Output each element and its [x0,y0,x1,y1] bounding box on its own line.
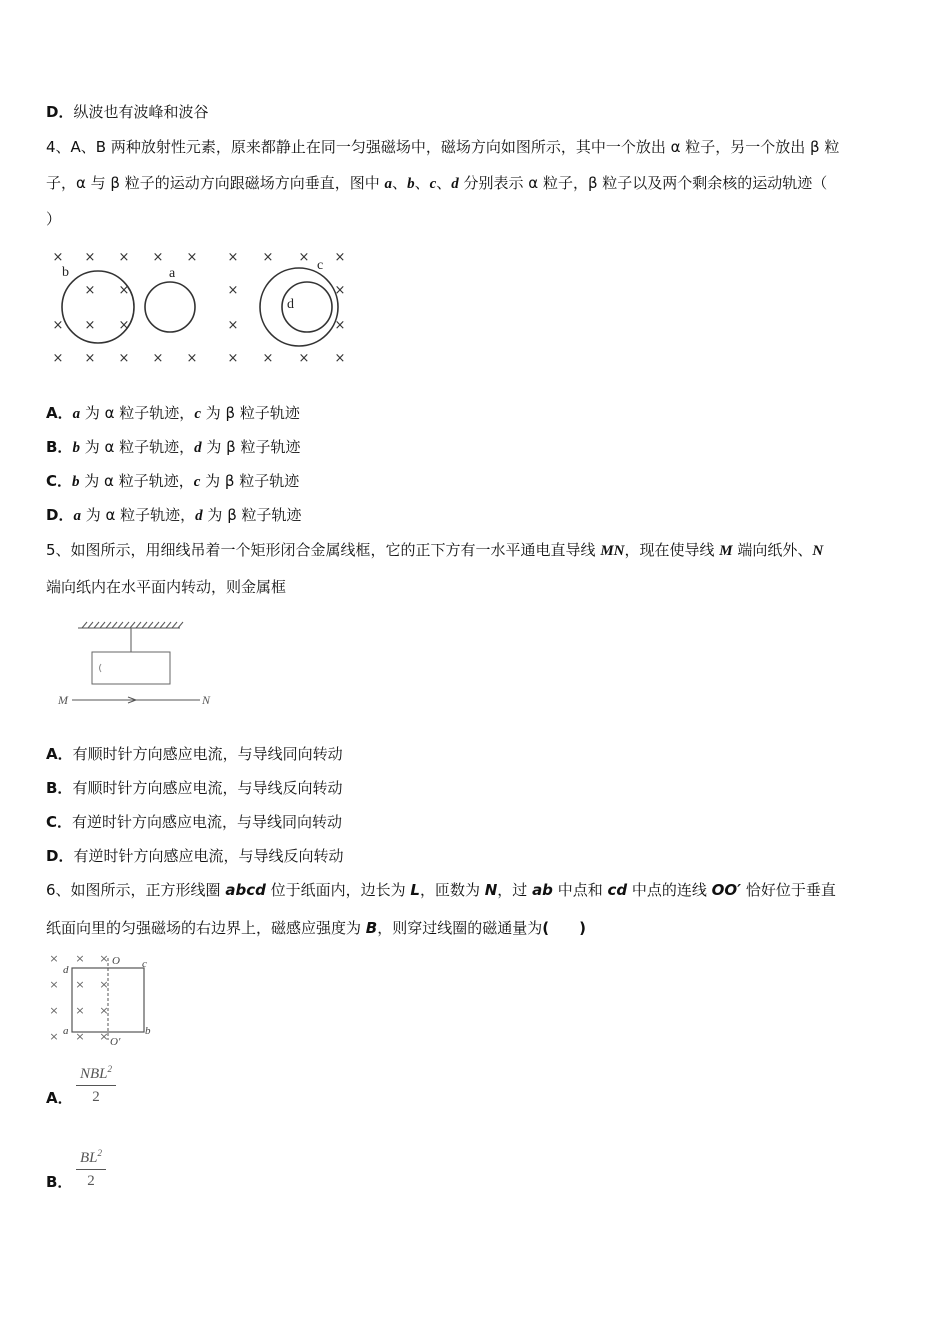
field-cross: × [227,318,239,333]
field-cross: × [118,283,130,298]
hatch-line [106,622,111,628]
q5-option-d[interactable]: D．有逆时针方向感应电流，与导线反向转动 [46,847,344,865]
q4-option-b[interactable]: B．b 为 α 粒子轨迹，d 为 β 粒子轨迹 [46,438,301,456]
q5-figure [56,620,216,712]
field-cross: × [99,952,109,965]
field-cross: × [334,250,346,265]
q5-stem-line1: 5、如图所示，用细线吊着一个矩形闭合金属线框，它的正下方有一水平通电直导线 MN，现在使导线 M 端向纸外、N [46,541,824,559]
label-b: b [62,265,69,280]
hatch-line [142,622,147,628]
field-cross: × [227,283,239,298]
field-cross: × [49,952,59,965]
q6-option-a-fraction: NBL$^2$ 2 [76,1064,116,1106]
field-cross: × [75,1004,85,1017]
field-cross: × [75,952,85,965]
hatch-line [178,622,183,628]
hatch-line [166,622,171,628]
var-mn: MN [600,543,625,559]
q6-figure [46,952,158,1048]
hatch-line [160,622,165,628]
q6-stem-line2: 纸面向里的匀强磁场的右边界上，磁感应强度为 B，则穿过线圈的磁通量为( ) [46,919,586,937]
field-cross: × [186,351,198,366]
ceiling-hatch [82,622,183,628]
var-n: N [484,881,498,899]
field-cross: × [186,250,198,265]
field-cross: × [262,351,274,366]
field-cross: × [99,1004,109,1017]
q4-figure [46,244,356,370]
hatch-line [130,622,135,628]
field-cross: × [49,1030,59,1043]
q4-option-a[interactable]: A．a 为 α 粒子轨迹，c 为 β 粒子轨迹 [46,404,300,422]
field-cross: × [118,250,130,265]
var-abcd: abcd [225,881,266,899]
q4-option-d[interactable]: D．a 为 α 粒子轨迹，d 为 β 粒子轨迹 [46,506,302,524]
var-n: N [812,543,824,559]
field-cross: × [52,351,64,366]
q4-stem-line2: 子，α 与 β 粒子的运动方向跟磁场方向垂直，图中 a、b、c、d 分别表示 α 粒子，β 粒子以及两个剩余核的运动轨迹（ [46,174,828,192]
field-cross: × [298,351,310,366]
label-c: c [142,958,147,970]
field-cross: × [84,283,96,298]
field-cross: × [262,250,274,265]
field-cross: × [75,978,85,991]
field-cross: × [227,351,239,366]
label-a: a [169,266,176,281]
field-cross: × [118,318,130,333]
field-cross: × [152,351,164,366]
var-l: L [410,881,420,899]
field-cross: × [152,250,164,265]
hatch-line [88,622,93,628]
q6-stem-line1: 6、如图所示，正方形线圈 abcd 位于纸面内，边长为 L，匝数为 N，过 ab 中点和 cd 中点的连线 OO′ 恰好位于垂直 [46,881,836,899]
field-cross: × [298,250,310,265]
field-cross: × [99,978,109,991]
var-cd: cd [607,881,628,899]
hatch-line [172,622,177,628]
q5-option-a[interactable]: A．有顺时针方向感应电流，与导线同向转动 [46,745,343,763]
var-oo: OO′ [711,881,742,899]
label-b: b [145,1025,151,1037]
hatch-line [82,622,87,628]
hatch-line [118,622,123,628]
q4-option-c[interactable]: C．b 为 α 粒子轨迹，c 为 β 粒子轨迹 [46,472,300,490]
q5-option-c[interactable]: C．有逆时针方向感应电流，与导线同向转动 [46,813,343,831]
var-ab: ab [532,881,553,899]
hatch-line [94,622,99,628]
metal-frame [92,652,170,684]
hatch-line [124,622,129,628]
var-a: a [384,176,393,192]
hatch-line [136,622,141,628]
label-o-prime: O′ [110,1036,121,1048]
field-cross: × [52,250,64,265]
q4-stem-line1: 4、A、B 两种放射性元素，原来都静止在同一匀强磁场中，磁场方向如图所示，其中一个放出 α 粒子，另一个放出 β 粒 [46,138,840,156]
label-o: O [112,955,120,967]
q3-option-d [46,102,208,122]
q4-stem-line3: ） [46,210,62,228]
field-cross: × [227,250,239,265]
hatch-line [148,622,153,628]
q6-option-a-letter[interactable]: A． [46,1089,73,1107]
label-d: d [287,297,294,312]
q5-option-b[interactable]: B．有顺时针方向感应电流，与导线反向转动 [46,779,343,797]
q6-option-b-letter[interactable]: B． [46,1173,73,1191]
var-b: b [407,176,415,192]
field-cross: × [75,1030,85,1043]
track-c [260,268,338,346]
field-cross: × [118,351,130,366]
field-cross: × [84,351,96,366]
var-b: B [365,919,378,937]
field-cross: × [49,1004,59,1017]
track-a [145,282,195,332]
hatch-line [112,622,117,628]
hatch-line [100,622,105,628]
label-m: M [58,693,68,707]
q5-stem-line2: 端向纸内在水平面内转动，则金属框 [46,578,287,596]
var-m: M [719,543,733,559]
field-cross: × [99,1030,109,1043]
field-cross: × [334,351,346,366]
hatch-line [154,622,159,628]
field-cross: × [52,318,64,333]
q6-option-b-fraction: $\frac{BL^2}{2}$ [76,1148,106,1190]
var-c: c [429,176,437,192]
field-cross: × [49,978,59,991]
label-a: a [63,1025,69,1037]
field-cross: × [84,318,96,333]
label-n: N [202,693,211,707]
field-crosses-q6 [49,952,108,1043]
option-letter: D． [46,103,74,121]
field-cross: × [334,318,346,333]
answer-blank: ( ) [542,919,586,937]
var-d: d [451,176,459,192]
field-cross: × [334,283,346,298]
field-cross: × [84,250,96,265]
label-c: c [317,258,324,273]
label-d: d [63,964,69,976]
option-text: 纵波也有波峰和波谷 [73,103,209,121]
